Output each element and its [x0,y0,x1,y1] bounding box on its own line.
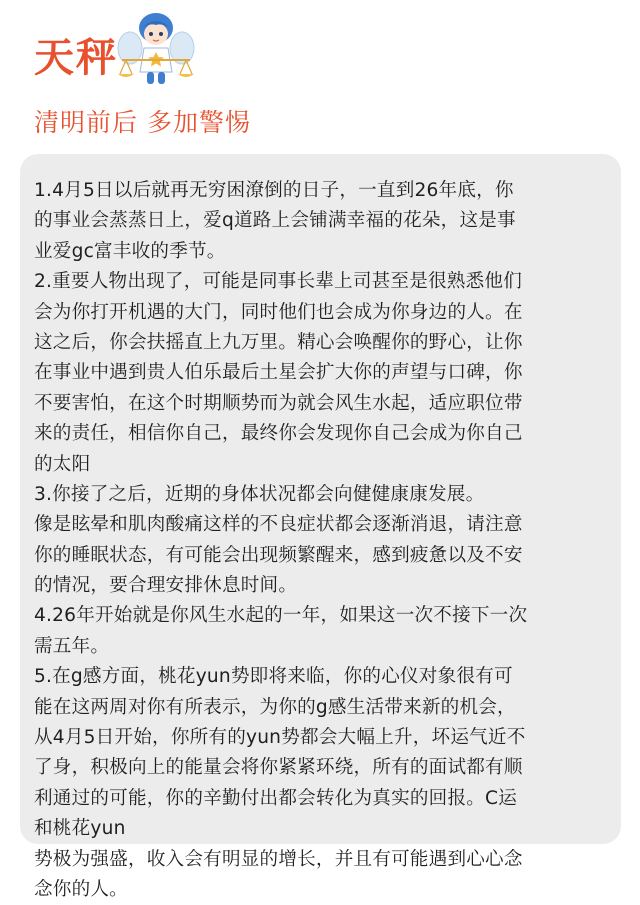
text-line: 能在这两周对你有所表示，为你的g感生活带来新的机会， [34,696,516,718]
text-line: 势极为强盛，收入会有明显的增长，并且有可能遇到心心念 [34,848,523,870]
text-line: 你的睡眠状态，有可能会出现频繁醒来，感到疲惫以及不安 [34,544,523,566]
text-line: 和桃花yun [34,818,126,840]
text-line: 了身，积极向上的能量会将你紧紧环绕，所有的面试都有顺 [34,757,523,779]
horoscope-text [34,176,618,905]
text-line: 不要害怕，在这个时期顺势而为就会风生水起，适应职位带 [34,392,523,414]
text-line: 的情况，要合理安排休息时间。 [34,575,298,597]
text-line: 这之后，你会扶摇直上九万里。精心会唤醒你的野心，让你 [34,331,523,353]
text-line: 念你的人。 [34,878,128,900]
text-line: 需五年。 [34,635,110,657]
text-line: 的太阳 [34,453,91,475]
page-title: 天秤 [34,35,118,81]
text-line: 3.你接了之后，近期的身体状况都会向健健康康发展。 [34,483,485,505]
text-line: 像是眩晕和肌肉酸痛这样的不良症状都会逐渐消退，请注意 [34,514,523,536]
header [0,0,640,150]
page-subtitle: 清明前后 多加警惕 [34,108,251,137]
text-line: 4.26年开始就是你风生水起的一年，如果这一次不接下一次 [34,605,528,627]
text-line: 在事业中遇到贵人伯乐最后土星会扩大你的声望与口碑，你 [34,362,523,384]
text-line: 2.重要人物出现了，可能是同事长辈上司甚至是很熟悉他们 [34,271,522,293]
text-line: 业爱gc富丰收的季节。 [34,240,226,262]
text-line: 从4月5日开始，你所有的yun势都会大幅上升，坏运气近不 [34,727,526,749]
text-line: 来的责任，相信你自己，最终你会发现你自己会成为你自己 [34,423,523,445]
libra-mascot-icon [116,8,196,92]
text-line: 会为你打开机遇的大门，同时他们也会成为你身边的人。在 [34,301,523,323]
text-line: 5.在g感方面，桃花yun势即将来临，你的心仪对象很有可 [34,666,513,688]
text-line: 1.4月5日以后就再无穷困潦倒的日子，一直到26年底，你 [34,180,514,201]
text-line: 的事业会蒸蒸日上，爱q道路上会铺满幸福的花朵，这是事 [34,210,516,232]
text-line: 利通过的可能，你的辛勤付出都会转化为真实的回报。C运 [34,787,518,809]
